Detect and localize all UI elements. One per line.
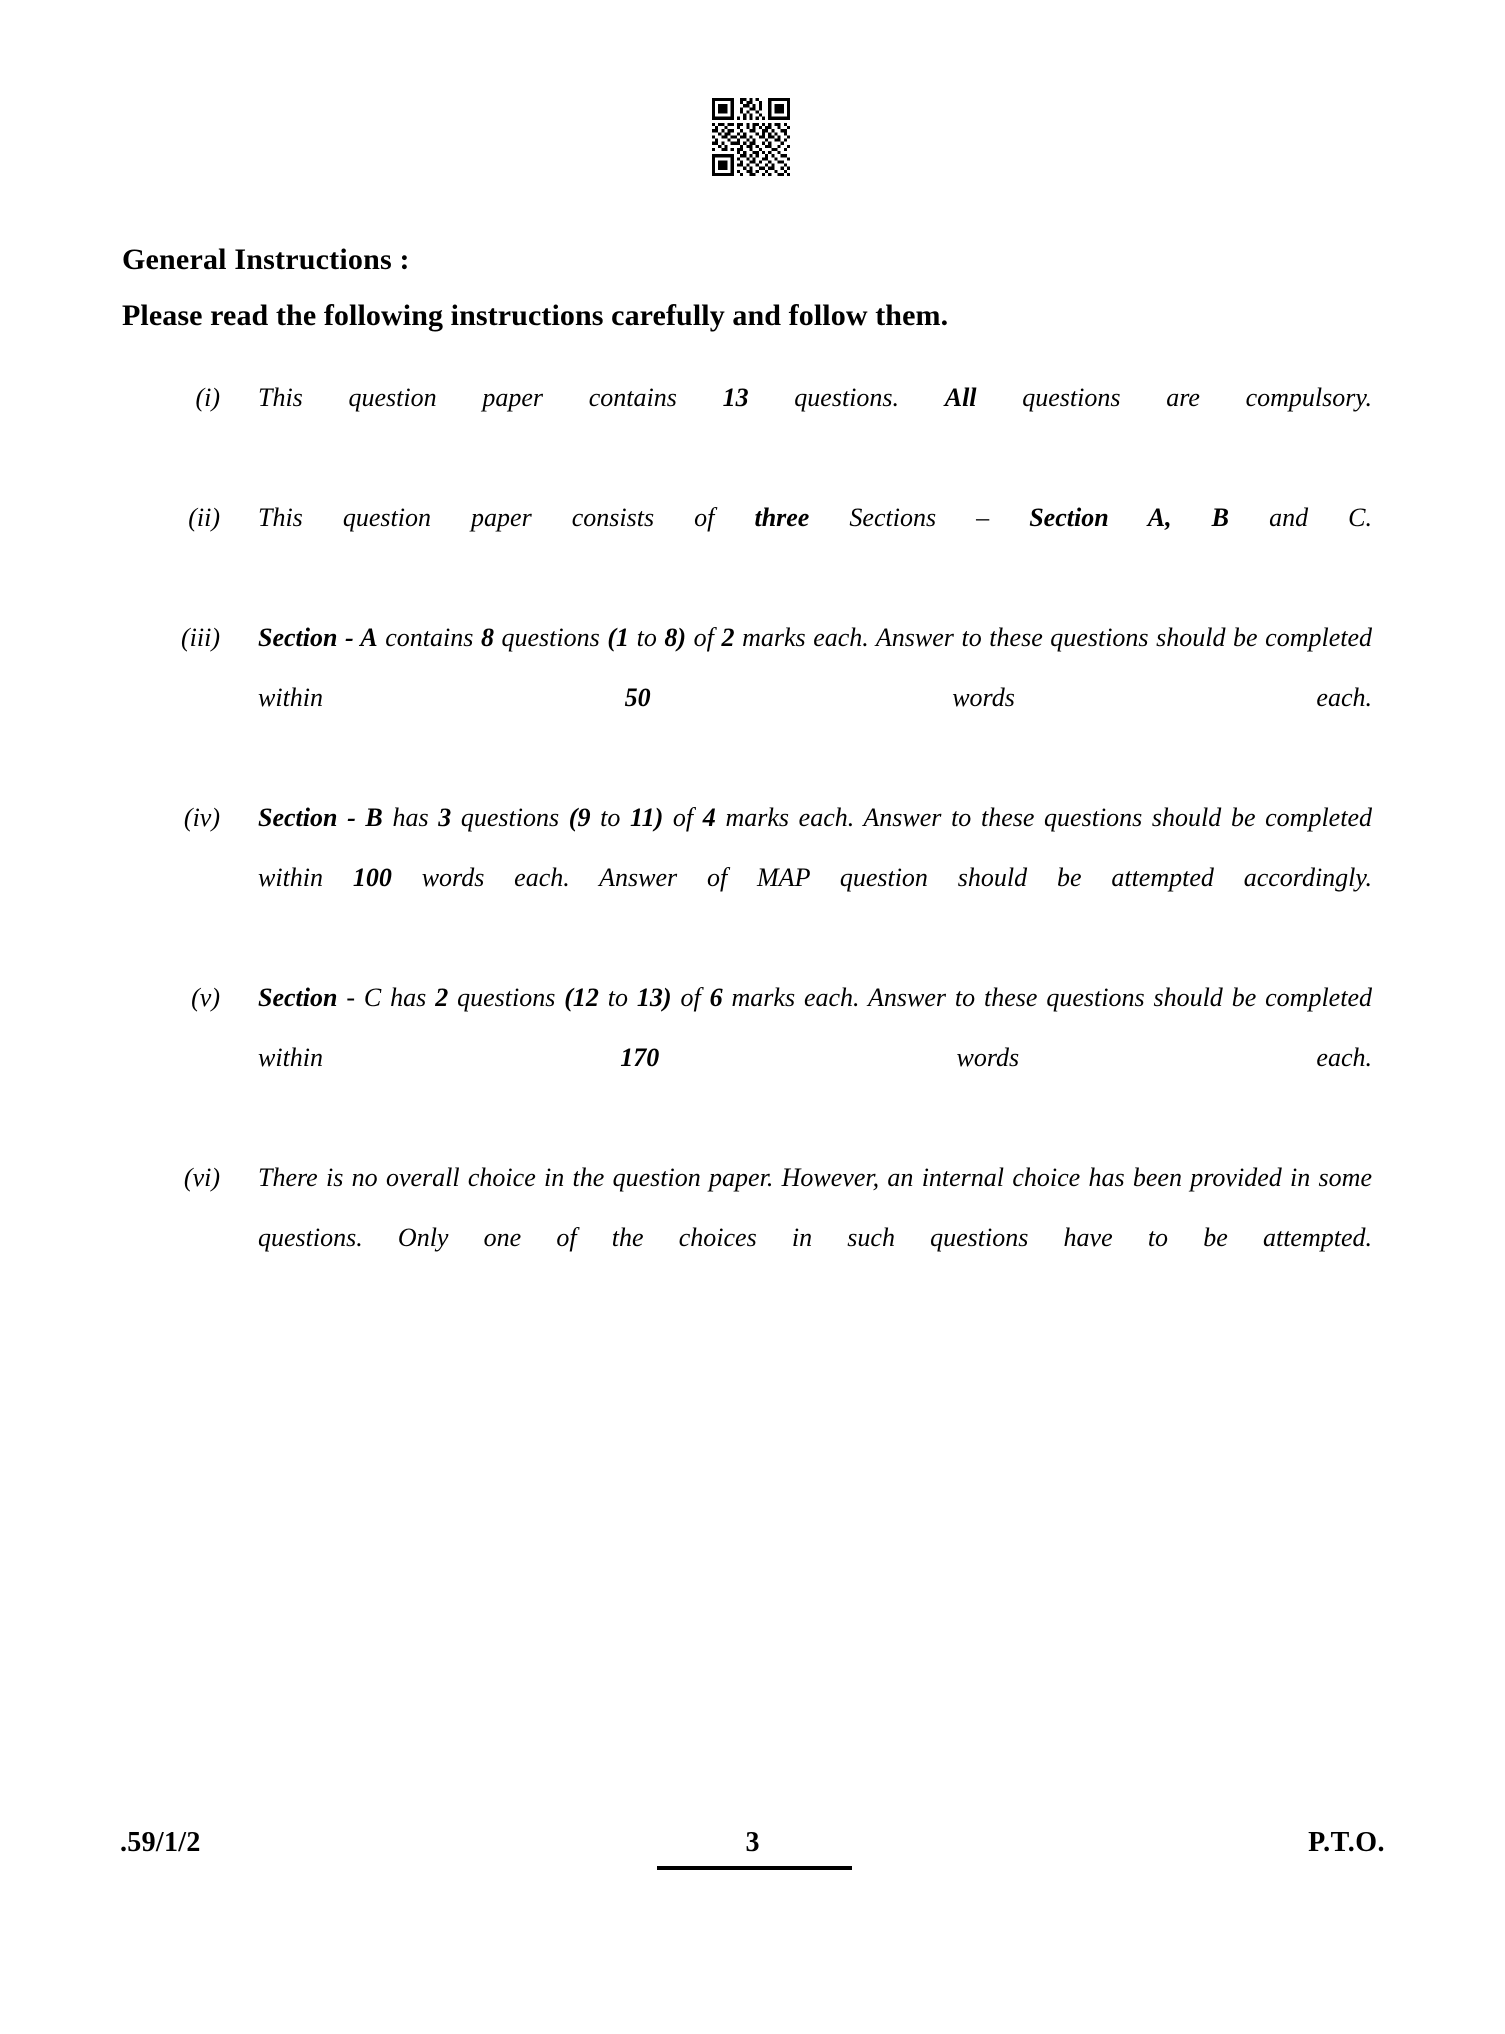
footer-page-number: 3 xyxy=(745,1827,760,1858)
instruction-marker: (v) xyxy=(191,983,220,1012)
footer-turn-over: P.T.O. xyxy=(1308,1827,1385,1858)
instruction-span: - C has xyxy=(337,983,436,1012)
instruction-marker: (iv) xyxy=(183,803,220,832)
instruction-span: words each. xyxy=(659,1043,1372,1072)
instruction-emphasis: 2 xyxy=(721,623,735,652)
instruction-emphasis: 8 xyxy=(480,623,494,652)
page-subtitle: Please read the following instructions carefully and follow them. xyxy=(122,299,949,332)
instruction-emphasis: 100 xyxy=(352,863,392,892)
instruction-span: marks each. Answer to these questions should be completed within xyxy=(258,803,1372,892)
footer-rule xyxy=(657,1866,852,1870)
instruction-span: of xyxy=(686,623,722,652)
page-title: General Instructions : xyxy=(122,243,410,276)
instruction-span: has xyxy=(382,803,439,832)
instruction-emphasis: Section - A xyxy=(258,623,378,652)
instruction-emphasis: (1 xyxy=(607,623,630,652)
instruction-emphasis: 2 xyxy=(435,983,449,1012)
instructions-heading-block xyxy=(122,238,1382,338)
instruction-span: This question paper consists of xyxy=(258,503,755,532)
instruction-span: There is no overall choice in the question paper. However, an internal choice has been provided in some questions. Only one of the choices in such questions have to be attempted. xyxy=(258,1163,1372,1252)
instruction-span: Sections – xyxy=(809,503,1030,532)
instruction-span: marks each. Answer to these questions should be completed within xyxy=(258,983,1372,1072)
instruction-span: words each. Answer of MAP question should be attempted accordingly. xyxy=(391,863,1372,892)
instruction-emphasis: 4 xyxy=(702,803,716,832)
instruction-item xyxy=(140,488,1372,608)
instruction-emphasis: 170 xyxy=(620,1043,660,1072)
instruction-span: marks each. Answer to these questions should be completed within xyxy=(258,623,1373,712)
instruction-marker: (i) xyxy=(195,383,220,412)
instruction-span: to xyxy=(590,803,630,832)
instruction-text xyxy=(258,1148,1372,1328)
instruction-text xyxy=(258,488,1372,608)
instruction-emphasis: Section A, B xyxy=(1029,503,1230,532)
instruction-text xyxy=(258,368,1372,488)
instructions-list xyxy=(140,368,1372,1328)
instruction-emphasis: All xyxy=(944,383,977,412)
instruction-text xyxy=(258,608,1372,788)
instruction-item xyxy=(140,1148,1372,1328)
instruction-span: to xyxy=(598,983,637,1012)
instruction-span: words each. xyxy=(650,683,1372,712)
instruction-span: This question paper contains xyxy=(258,383,723,412)
instruction-span: questions xyxy=(493,623,608,652)
instruction-emphasis: 3 xyxy=(438,803,452,832)
instruction-span: questions. xyxy=(748,383,945,412)
instruction-span: questions xyxy=(451,803,569,832)
instruction-marker: (vi) xyxy=(183,1163,220,1192)
instruction-text xyxy=(258,968,1372,1148)
instruction-emphasis: (12 xyxy=(564,983,599,1012)
qr-code-icon xyxy=(712,98,790,176)
instruction-span: and C. xyxy=(1229,503,1373,532)
instruction-item xyxy=(140,788,1372,968)
instruction-span: questions are compulsory. xyxy=(976,383,1372,412)
instruction-emphasis: 50 xyxy=(624,683,651,712)
instruction-emphasis: 13 xyxy=(722,383,749,412)
footer-paper-code: .59/1/2 xyxy=(120,1827,201,1858)
instruction-emphasis: 8) xyxy=(664,623,687,652)
instruction-emphasis: (9 xyxy=(568,803,591,832)
instruction-span: questions xyxy=(448,983,565,1012)
instruction-text xyxy=(258,788,1372,968)
instruction-item xyxy=(140,368,1372,488)
instruction-item xyxy=(140,608,1372,788)
instruction-emphasis: Section xyxy=(258,983,338,1012)
instruction-span: contains xyxy=(377,623,481,652)
instruction-marker: (iii) xyxy=(181,623,220,652)
instruction-marker: (ii) xyxy=(188,503,220,532)
instruction-emphasis: three xyxy=(754,503,810,532)
instruction-emphasis: 6 xyxy=(709,983,723,1012)
instruction-emphasis: Section - B xyxy=(258,803,383,832)
instruction-emphasis: 13) xyxy=(636,983,672,1012)
instruction-item xyxy=(140,968,1372,1148)
instruction-span: to xyxy=(629,623,665,652)
instruction-span: of xyxy=(663,803,703,832)
instruction-span: of xyxy=(671,983,710,1012)
instruction-emphasis: 11) xyxy=(630,803,664,832)
